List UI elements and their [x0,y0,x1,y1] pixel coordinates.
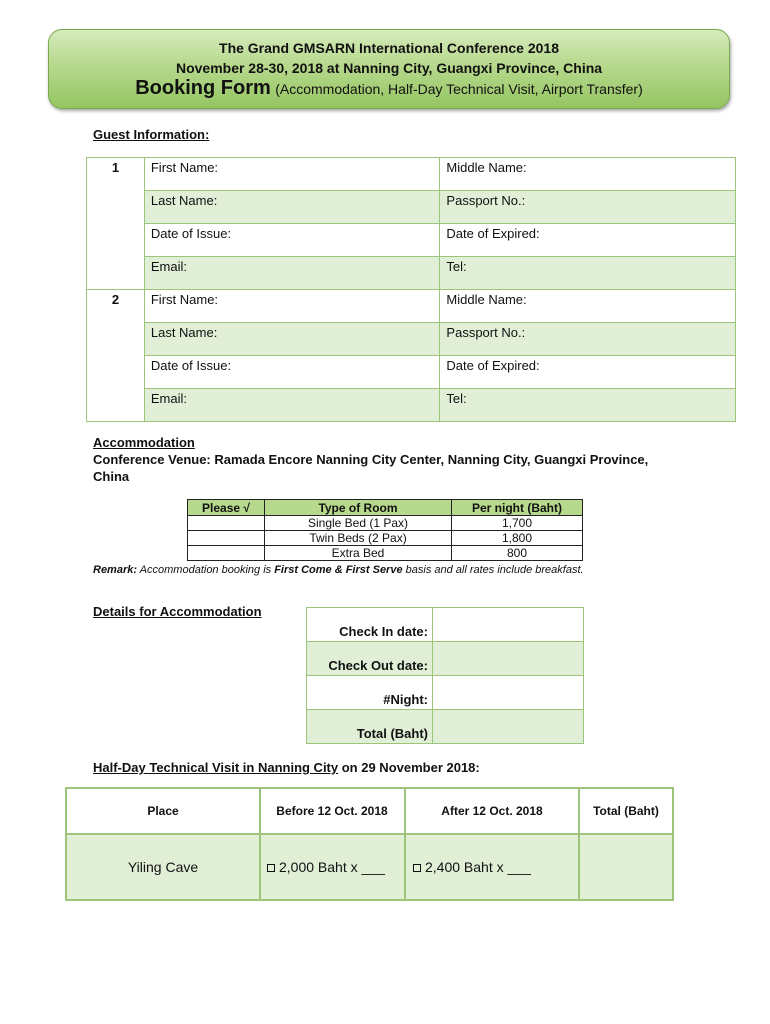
room-checkbox[interactable] [188,516,265,531]
room-checkbox[interactable] [188,531,265,546]
visit-title [93,760,480,775]
last-name-field[interactable]: Last Name: [144,323,440,356]
after-option[interactable] [405,834,579,900]
check-out-field[interactable] [433,642,584,676]
room-type: Twin Beds (2 Pax) [265,531,452,546]
room-price: 1,700 [452,516,583,531]
form-title-line [49,77,729,100]
date-of-issue-field[interactable]: Date of Issue: [144,356,440,389]
table-row [188,546,583,561]
details-title: Details for Accommodation [93,604,262,619]
conference-venue: Conference Venue: Ramada Encore Nanning City Center, Nanning City, Guangxi Province, China [93,452,649,484]
form-subtitle: (Accommodation, Half-Day Technical Visit, Airport Transfer) [275,81,643,97]
col-price: Per night (Baht) [452,500,583,516]
room-rates-table [187,499,583,561]
guest-number: 2 [87,290,145,422]
conference-title: The Grand GMSARN International Conference 2018 [219,40,559,56]
remark-text: Accommodation booking is [137,564,275,576]
remark-text-end: basis and all rates include breakfast. [402,564,584,576]
place-name: Yiling Cave [66,834,260,900]
guest-info-title: Guest Information: [93,127,210,142]
room-price: 800 [452,546,583,561]
col-room-type: Type of Room [265,500,452,516]
room-price: 1,800 [452,531,583,546]
after-price: 2,400 Baht x ___ [425,859,531,875]
first-name-field[interactable]: First Name: [144,158,440,191]
before-option[interactable] [260,834,405,900]
header-banner [48,29,730,109]
accommodation-title: Accommodation [93,435,195,450]
table-row [188,516,583,531]
visit-title-underlined: Half-Day Technical Visit in Nanning City [93,760,339,775]
nights-label: #Night: [307,676,433,710]
visit-title-rest: on 29 November 2018: [338,760,480,775]
passport-field[interactable]: Passport No.: [440,191,736,224]
col-please: Please √ [188,500,265,516]
check-out-label: Check Out date: [307,642,433,676]
first-name-field[interactable]: First Name: [144,290,440,323]
col-before: Before 12 Oct. 2018 [260,788,405,834]
remark [93,564,584,576]
last-name-field[interactable]: Last Name: [144,191,440,224]
form-title: Booking Form [135,77,271,99]
checkbox-icon[interactable] [267,864,275,872]
check-in-field[interactable] [433,608,584,642]
nights-field[interactable] [433,676,584,710]
email-field[interactable]: Email: [144,389,440,422]
col-place: Place [66,788,260,834]
checkbox-icon[interactable] [413,864,421,872]
room-type: Extra Bed [265,546,452,561]
remark-bold: First Come & First Serve [274,564,403,576]
tel-field[interactable]: Tel: [440,257,736,290]
passport-field[interactable]: Passport No.: [440,323,736,356]
total-field[interactable] [433,710,584,744]
email-field[interactable]: Email: [144,257,440,290]
table-row [188,531,583,546]
date-of-issue-field[interactable]: Date of Issue: [144,224,440,257]
middle-name-field[interactable]: Middle Name: [440,158,736,191]
guest-table [86,157,736,422]
tel-field[interactable]: Tel: [440,389,736,422]
col-after: After 12 Oct. 2018 [405,788,579,834]
visit-table [65,787,674,901]
room-checkbox[interactable] [188,546,265,561]
total-cell[interactable] [579,834,673,900]
date-of-expired-field[interactable]: Date of Expired: [440,356,736,389]
check-in-label: Check In date: [307,608,433,642]
before-price: 2,000 Baht x ___ [279,859,385,875]
total-label: Total (Baht) [307,710,433,744]
details-table [306,607,584,744]
remark-label: Remark: [93,564,138,576]
table-row [66,834,673,900]
conference-dates: November 28-30, 2018 at Nanning City, Guangxi Province, China [175,60,603,76]
room-type: Single Bed (1 Pax) [265,516,452,531]
guest-number: 1 [87,158,145,290]
middle-name-field[interactable]: Middle Name: [440,290,736,323]
date-of-expired-field[interactable]: Date of Expired: [440,224,736,257]
col-total: Total (Baht) [579,788,673,834]
accommodation-section [93,434,673,485]
